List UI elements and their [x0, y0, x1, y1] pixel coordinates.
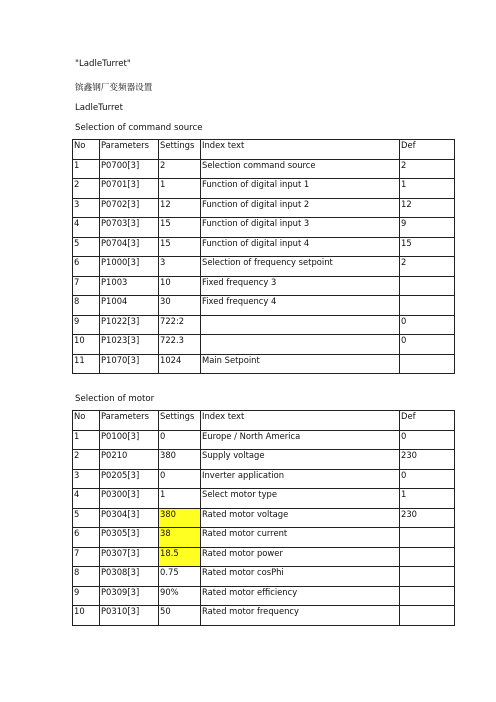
setting-cell: 3	[159, 257, 201, 277]
row-number-cell: 9	[73, 315, 100, 335]
index-text-cell: Rated motor frequency	[201, 606, 400, 626]
row-number-cell: 10	[73, 606, 100, 626]
table-row	[73, 606, 455, 626]
table-row	[73, 315, 455, 335]
default-cell: 9	[400, 218, 455, 238]
default-cell	[400, 354, 455, 374]
index-text-cell	[201, 315, 400, 335]
index-text-cell: Function of digital input 2	[201, 198, 400, 218]
setting-cell: 18.5	[159, 547, 201, 567]
parameter-cell: P0703[3]	[100, 218, 159, 238]
row-number-cell: 2	[73, 179, 100, 199]
parameter-cell: P0307[3]	[100, 547, 159, 567]
default-cell: 2	[400, 159, 455, 179]
parameter-cell: P0304[3]	[100, 508, 159, 528]
default-cell	[400, 296, 455, 316]
table-row	[73, 430, 455, 450]
setting-cell: 15	[159, 218, 201, 238]
default-cell: 230	[400, 508, 455, 528]
index-text-cell: Europe / North America	[201, 430, 400, 450]
parameter-cell: P0702[3]	[100, 198, 159, 218]
setting-cell: 15	[159, 237, 201, 257]
column-header-parameters: Parameters	[100, 411, 159, 431]
row-number-cell: 8	[73, 567, 100, 587]
default-cell: 15	[400, 237, 455, 257]
default-cell	[400, 547, 455, 567]
index-text-cell: Function of digital input 4	[201, 237, 400, 257]
column-header-settings: Settings	[159, 140, 201, 160]
setting-cell: 1024	[159, 354, 201, 374]
default-cell	[400, 567, 455, 587]
default-cell: 0	[400, 315, 455, 335]
setting-cell: 0	[159, 430, 201, 450]
parameter-cell: P0100[3]	[100, 430, 159, 450]
parameter-cell: P0308[3]	[100, 567, 159, 587]
row-number-cell: 6	[73, 257, 100, 277]
column-header-def: Def	[400, 411, 455, 431]
table-row	[73, 528, 455, 548]
parameter-cell: P0701[3]	[100, 179, 159, 199]
table-row	[73, 159, 455, 179]
column-header-settings: Settings	[159, 411, 201, 431]
table-row	[73, 354, 455, 374]
row-number-cell: 3	[73, 469, 100, 489]
row-number-cell: 7	[73, 547, 100, 567]
document-title: "LadleTurret"	[75, 59, 131, 69]
table-row	[73, 567, 455, 587]
parameter-cell: P0205[3]	[100, 469, 159, 489]
index-text-cell: Selection command source	[201, 159, 400, 179]
row-number-cell: 7	[73, 276, 100, 296]
table-row	[73, 237, 455, 257]
table-row	[73, 489, 455, 509]
setting-cell: 12	[159, 198, 201, 218]
row-number-cell: 2	[73, 450, 100, 470]
setting-cell: 90%	[159, 586, 201, 606]
row-number-cell: 11	[73, 354, 100, 374]
parameter-cell: P1000[3]	[100, 257, 159, 277]
index-text-cell: Fixed frequency 3	[201, 276, 400, 296]
table-row	[73, 450, 455, 470]
parameter-cell: P0300[3]	[100, 489, 159, 509]
setting-cell: 50	[159, 606, 201, 626]
row-number-cell: 3	[73, 198, 100, 218]
document-name: LadleTurret	[75, 103, 123, 113]
setting-cell: 10	[159, 276, 201, 296]
setting-cell: 2	[159, 159, 201, 179]
default-cell	[400, 276, 455, 296]
command-source-table	[72, 139, 455, 374]
setting-cell: 1	[159, 179, 201, 199]
motor-table	[72, 410, 455, 626]
default-cell: 230	[400, 450, 455, 470]
column-header-no: No	[73, 411, 100, 431]
default-cell: 2	[400, 257, 455, 277]
index-text-cell	[201, 335, 400, 355]
table-row	[73, 586, 455, 606]
table-row	[73, 179, 455, 199]
index-text-cell: Inverter application	[201, 469, 400, 489]
index-text-cell: Rated motor voltage	[201, 508, 400, 528]
table-row	[73, 508, 455, 528]
table-row	[73, 469, 455, 489]
setting-cell: 0	[159, 469, 201, 489]
table-row	[73, 218, 455, 238]
row-number-cell: 10	[73, 335, 100, 355]
row-number-cell: 6	[73, 528, 100, 548]
default-cell: 0	[400, 469, 455, 489]
index-text-cell: Rated motor current	[201, 528, 400, 548]
parameter-cell: P0309[3]	[100, 586, 159, 606]
default-cell	[400, 528, 455, 548]
index-text-cell: Fixed frequency 4	[201, 296, 400, 316]
setting-cell: 0.75	[159, 567, 201, 587]
row-number-cell: 4	[73, 218, 100, 238]
section-heading-motor: Selection of motor	[75, 394, 155, 404]
default-cell: 0	[400, 335, 455, 355]
setting-cell: 1	[159, 489, 201, 509]
parameter-cell: P0210	[100, 450, 159, 470]
parameter-cell: P1003	[100, 276, 159, 296]
index-text-cell: Rated motor cosPhi	[201, 567, 400, 587]
parameter-cell: P0700[3]	[100, 159, 159, 179]
row-number-cell: 4	[73, 489, 100, 509]
table-row	[73, 335, 455, 355]
default-cell	[400, 586, 455, 606]
table-row	[73, 257, 455, 277]
index-text-cell: Select motor type	[201, 489, 400, 509]
document-subtitle: 镔鑫钢厂变频器设置	[75, 83, 153, 93]
table-row	[73, 276, 455, 296]
default-cell: 12	[400, 198, 455, 218]
column-header-index-text: Index text	[201, 411, 400, 431]
index-text-cell: Supply voltage	[201, 450, 400, 470]
column-header-no: No	[73, 140, 100, 160]
setting-cell: 30	[159, 296, 201, 316]
table-header-row	[73, 411, 455, 431]
index-text-cell: Function of digital input 1	[201, 179, 400, 199]
parameter-cell: P1004	[100, 296, 159, 316]
parameter-cell: P1022[3]	[100, 315, 159, 335]
index-text-cell: Main Setpoint	[201, 354, 400, 374]
parameter-cell: P0310[3]	[100, 606, 159, 626]
default-cell: 0	[400, 430, 455, 450]
index-text-cell: Selection of frequency setpoint	[201, 257, 400, 277]
row-number-cell: 8	[73, 296, 100, 316]
default-cell	[400, 606, 455, 626]
index-text-cell: Function of digital input 3	[201, 218, 400, 238]
table-row	[73, 296, 455, 316]
table-row	[73, 547, 455, 567]
setting-cell: 722.3	[159, 335, 201, 355]
setting-cell: 380	[159, 508, 201, 528]
row-number-cell: 5	[73, 508, 100, 528]
section-heading-command-source: Selection of command source	[75, 123, 203, 133]
default-cell: 1	[400, 179, 455, 199]
row-number-cell: 1	[73, 159, 100, 179]
index-text-cell: Rated motor power	[201, 547, 400, 567]
table-row	[73, 198, 455, 218]
table-header-row	[73, 140, 455, 160]
column-header-index-text: Index text	[201, 140, 400, 160]
row-number-cell: 1	[73, 430, 100, 450]
index-text-cell: Rated motor efficiency	[201, 586, 400, 606]
parameter-cell: P1023[3]	[100, 335, 159, 355]
default-cell: 1	[400, 489, 455, 509]
row-number-cell: 5	[73, 237, 100, 257]
parameter-cell: P0305[3]	[100, 528, 159, 548]
parameter-cell: P0704[3]	[100, 237, 159, 257]
parameter-cell: P1070[3]	[100, 354, 159, 374]
setting-cell: 380	[159, 450, 201, 470]
column-header-def: Def	[400, 140, 455, 160]
column-header-parameters: Parameters	[100, 140, 159, 160]
setting-cell: 722:2	[159, 315, 201, 335]
setting-cell: 38	[159, 528, 201, 548]
row-number-cell: 9	[73, 586, 100, 606]
